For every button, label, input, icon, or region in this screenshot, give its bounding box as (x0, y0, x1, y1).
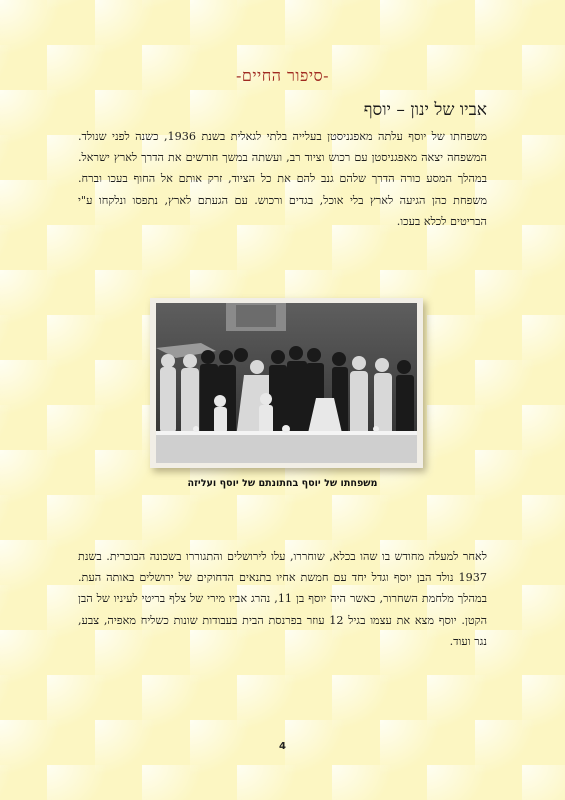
photo-image (156, 303, 417, 463)
page-number: 4 (279, 741, 286, 752)
chapter-subtitle: אביו של ינון – יוסף (363, 100, 487, 120)
wedding-family-photo (150, 298, 423, 468)
section-title: -סיפור החיים- (235, 66, 330, 85)
paragraph-2: לאחר למעלה מחודש בו שהו בכלא, שוחררו, עלו לירושלים והתגוררו בשכונה הבוכרית. בשנת 1937 נולד הבן יוסף וגדל יחד עם חמשת אחיו בתנאים הדחוקים של ירושלים באותה העת. במהלך מלחמת השחרור, כאשר היה יוסף בן 11, נהרג אביו מירי של צלף בריטי לעיניו של הבן הקטן. יוסף מצא את עצמו בגיל 12 עוזר בפרנסת הבית בעבודות שונות כשליח מאפיה, צבע, נגר ועוד. (78, 550, 488, 648)
photo-caption: משפחתו של יוסף בחתונתם של יוסף ועליזה (187, 478, 378, 489)
paragraph-1: משפחתו של יוסף עלתה מאפגניסטן בעלייה בלתי לגאלית בשנת 1936, כשנה לפני שנולד. המשפחה יצאה מאפגניסטן עם רכוש וציוד רב, ועשתה במשך חודשים את הדרך לארץ ישראל. במהלך המסע כורה הדרך שלהם גנב להם את כל הציוד, זרק אותם אל החוף בעכו וברח. משפחת כהן הגיעה לארץ בלי אוכל, בגדים ורכוש. עם הגעתם לארץ, נתפסו ונלקחו ע"י הבריטים לכלא בעכו. (78, 130, 487, 228)
